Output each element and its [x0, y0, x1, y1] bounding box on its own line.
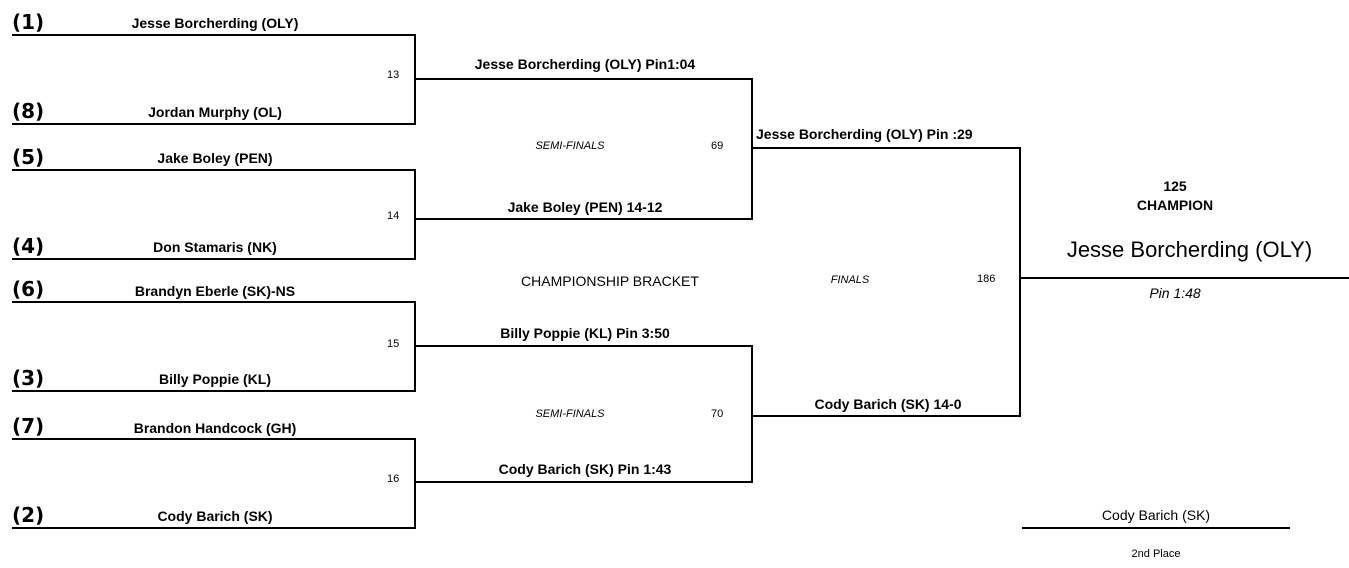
seed-label: (2) — [12, 503, 45, 527]
bout-number: 13 — [387, 69, 400, 81]
bout-number: 70 — [711, 408, 724, 420]
seed-label: (7) — [12, 414, 45, 438]
wrestler-name: Jake Boley (PEN) — [157, 150, 273, 166]
weight-class: 125 — [1163, 178, 1187, 194]
champion-heading: CHAMPION — [1136, 197, 1214, 213]
champion-result: Pin 1:48 — [1149, 285, 1201, 301]
match-result: Cody Barich (SK) 14-0 — [814, 396, 962, 412]
wrestler-name: Cody Barich (SK) — [157, 508, 273, 524]
second-place-label: 2nd Place — [1131, 548, 1181, 560]
seed-label: (1) — [12, 10, 45, 34]
bracket-title: CHAMPIONSHIP BRACKET — [521, 273, 699, 289]
bout-number: 16 — [387, 473, 400, 485]
seed-label: (4) — [12, 234, 45, 258]
bout-number: 15 — [387, 338, 400, 350]
round-label: FINALS — [830, 274, 870, 286]
round-label: SEMI-FINALS — [535, 140, 605, 152]
match-result: Cody Barich (SK) Pin 1:43 — [498, 461, 672, 477]
seed-label: (5) — [12, 145, 45, 169]
match-result: Jesse Borcherding (OLY) Pin :29 — [756, 126, 973, 142]
wrestler-name: Jesse Borcherding (OLY) — [131, 15, 299, 31]
wrestler-name: Don Stamaris (NK) — [153, 239, 277, 255]
match-result: Jake Boley (PEN) 14-12 — [507, 199, 663, 215]
wrestler-name: Billy Poppie (KL) — [159, 371, 271, 387]
champion-name: Jesse Borcherding (OLY) — [1066, 237, 1313, 262]
round-label: SEMI-FINALS — [535, 408, 605, 420]
wrestler-name: Brandyn Eberle (SK)-NS — [134, 283, 296, 299]
bout-number: 186 — [977, 273, 996, 285]
bout-number: 14 — [387, 210, 400, 222]
wrestler-name: Brandon Handcock (GH) — [133, 420, 297, 436]
match-result: Billy Poppie (KL) Pin 3:50 — [500, 325, 670, 341]
wrestler-name: Jordan Murphy (OL) — [148, 104, 282, 120]
seed-label: (6) — [12, 277, 45, 301]
second-place-name: Cody Barich (SK) — [1101, 507, 1211, 523]
seed-label: (3) — [12, 366, 45, 390]
bout-number: 69 — [711, 140, 724, 152]
seed-label: (8) — [12, 99, 45, 123]
match-result: Jesse Borcherding (OLY) Pin1:04 — [474, 56, 696, 72]
